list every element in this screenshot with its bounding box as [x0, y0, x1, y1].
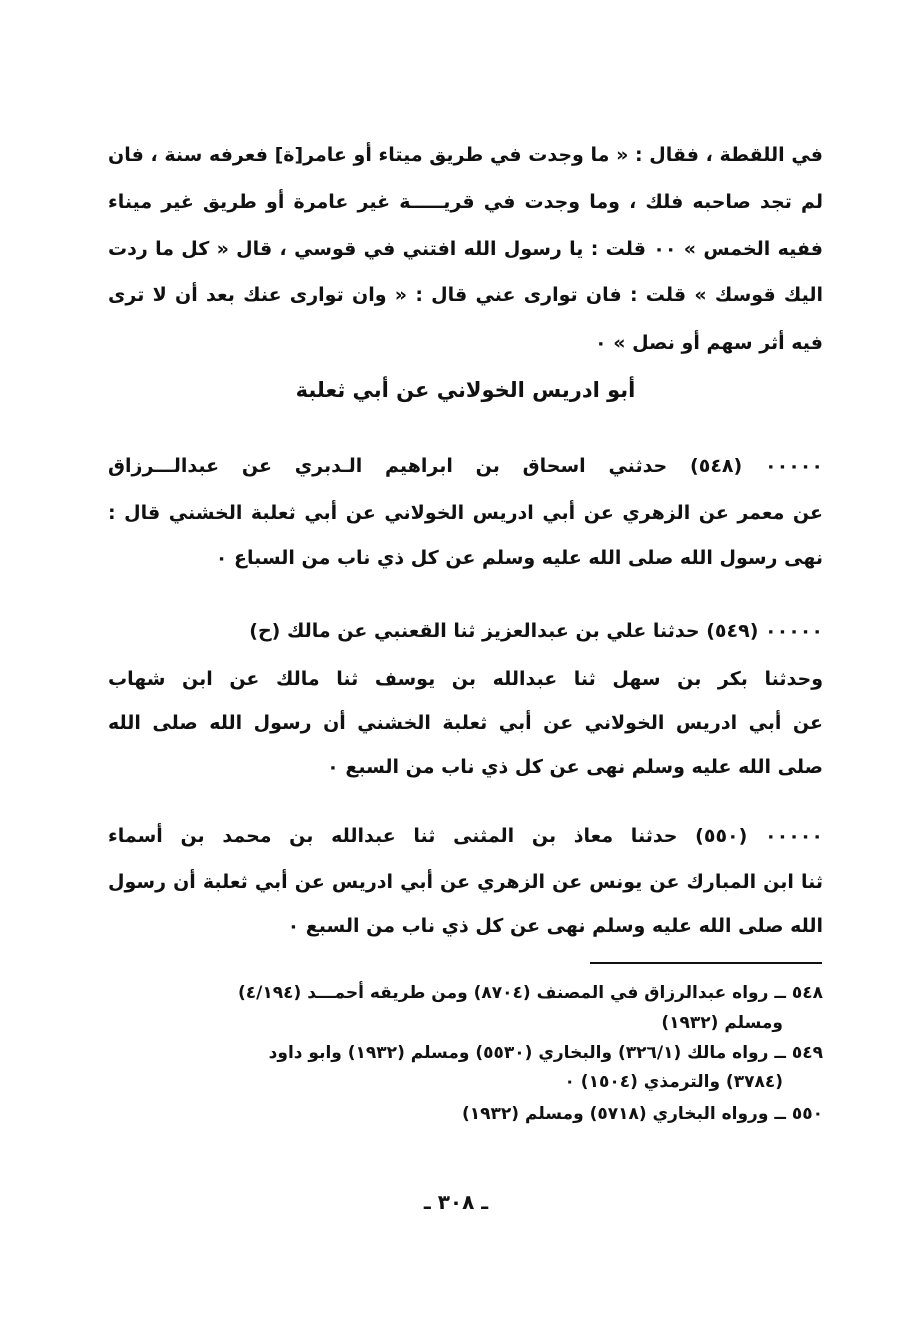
- footnote-line: ٥٤٨ ــ رواه عبدالرزاق في المصنف (٨٧٠٤) ومن طريقه أحمـــد (٤/١٩٤): [238, 983, 823, 1003]
- text-line: في اللقطة ، فقال : « ما وجدت في طريق ميتاء أو عامر[ة] فعرفه سنة ، فان: [108, 144, 823, 166]
- footnote-line: ٥٥٠ ــ ورواه البخاري (٥٧١٨) ومسلم (١٩٣٢): [462, 1104, 823, 1124]
- text-line: عن معمر عن الزهري عن أبي ادريس الخولاني عن أبي ثعلبة الخشني قال :: [108, 502, 823, 524]
- text-line: الله صلى الله عليه وسلم نهى عن كل ذي ناب من السبع ٠: [287, 915, 823, 937]
- text-line: لم تجد صاحبه فلك ، وما وجدت في قريـــــة غير عامرة أو طريق غير ميناء: [108, 191, 823, 213]
- page-number: ـ ٣٠٨ ـ: [423, 1190, 489, 1214]
- section-heading: أبو ادريس الخولاني عن أبي ثعلبة: [295, 378, 636, 402]
- text-line: ٠٠٠٠٠ (٥٥٠) حدثنا معاذ بن المثنى ثنا عبدالله بن محمد بن أسماء: [108, 825, 823, 847]
- text-line: فيه أثر سهم أو نصل » ٠: [594, 332, 823, 354]
- text-line: ٠٠٠٠٠ (٥٤٨) حدثني اسحاق بن ابراهيم الـدبري عن عبدالـــرزاق: [108, 455, 823, 477]
- text-line: ثنا ابن المبارك عن يونس عن الزهري عن أبي ادريس عن أبي ثعلبة أن رسول: [108, 871, 823, 893]
- footnote-line: ٥٤٩ ــ رواه مالك (٣٢٦/١) والبخاري (٥٥٣٠) ومسلم (١٩٣٢) وابو داود: [268, 1043, 823, 1063]
- text-line: عن أبي ادريس الخولاني عن أبي ثعلبة الخشني أن رسول الله صلى الله: [108, 712, 823, 734]
- footnote-divider: [590, 962, 822, 964]
- text-line: ففيه الخمس » ٠٠ قلت : يا رسول الله افتني في قوسي ، قال « كل ما ردت: [108, 238, 823, 260]
- text-line: وحدثنا بكر بن سهل ثنا عبدالله بن يوسف ثنا مالك عن ابن شهاب: [108, 668, 823, 690]
- text-line: صلى الله عليه وسلم نهى عن كل ذي ناب من السبع ٠: [327, 756, 823, 778]
- footnote-line: (٣٧٨٤) والترمذي (١٥٠٤) ٠: [564, 1072, 783, 1092]
- text-line: اليك قوسك » قلت : فان توارى عني قال : « وان توارى عنك بعد أن لا ترى: [108, 284, 823, 306]
- footnote-line: ومسلم (١٩٣٢): [661, 1013, 783, 1033]
- text-line: ٠٠٠٠٠ (٥٤٩) حدثنا علي بن عبدالعزيز ثنا القعنبي عن مالك (ح): [249, 620, 823, 642]
- text-line: نهى رسول الله صلى الله عليه وسلم عن كل ذي ناب من السباع ٠: [215, 547, 823, 569]
